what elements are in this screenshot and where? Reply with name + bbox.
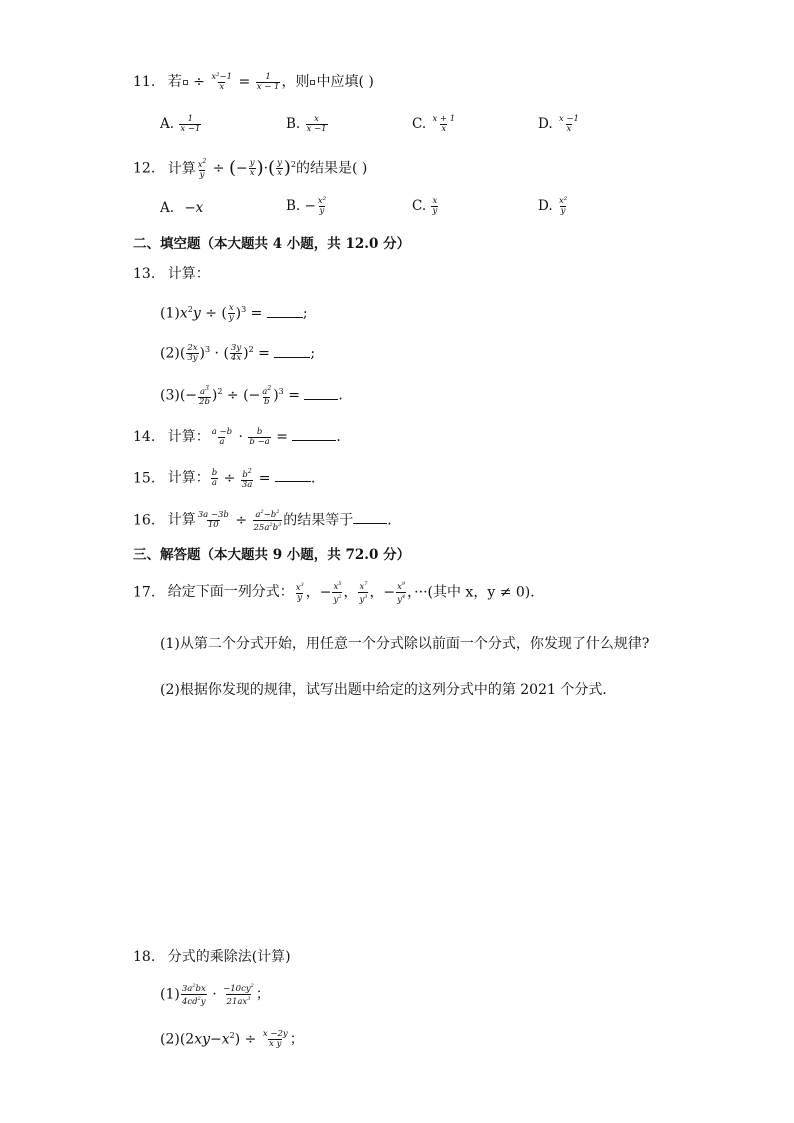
q11-prefix: 若 <box>167 74 182 90</box>
q12-suffix: 的结果是( ) <box>296 160 368 177</box>
q11-option-b: B. $\frac{x}{x -1}$ <box>286 114 327 134</box>
q18-title: 18. 分式的乘除法(计算) <box>133 949 291 965</box>
section-2-heading: 二、填空题（本大题共 4 小题，共 12.0 分） <box>133 236 411 252</box>
q13-2-answer-blank[interactable] <box>274 343 310 358</box>
q15-answer-blank[interactable] <box>275 467 311 482</box>
q12-option-d: D. $\frac{\text{x²}}{y}$ <box>538 196 568 216</box>
q14-answer-blank[interactable] <box>292 426 336 441</box>
blank-square-icon <box>310 80 315 85</box>
q18-part-1: (1) $\frac{3a^2bx}{4cd^2y}$ · $\frac{-10cy^2}{21ax^3}$ ； <box>160 983 270 1007</box>
section-3-heading: 三、解答题（本大题共 9 小题，共 72.0 分） <box>133 547 411 563</box>
q12-prefix: 计算 <box>167 160 196 177</box>
q11-fraction-2: $\frac{1}{x - 1}$ <box>256 71 280 92</box>
q16-stem: 16. 计算 $\frac{3a -3b}{10}$ ÷ $\frac{a^2-b^2}{25a^2b^3}$ 的结果等于 ． <box>133 509 402 533</box>
q14-stem: 14. 计算： $\frac{a -b}{a}$ · $\frac{b}{b -a}$ = ． <box>133 426 351 447</box>
q11-option-d: D. $\frac{x -1}{x}$ <box>538 114 579 134</box>
q13-part-3: (3)(− $\frac{a^3}{2b}$ )$^2$ ÷ (− $\frac{a^2}{b}$ )$^3$ = ． <box>160 385 353 408</box>
q15-stem: 15. 计算： $\frac{b}{a}$ ÷ $\frac{b^2}{3a}$ = ． <box>133 467 325 490</box>
q13-part-1: $(1)x^2y$ ÷ ( $\frac{x}{y}$ )$^3$ = ; <box>160 303 308 324</box>
q13-3-answer-blank[interactable] <box>304 385 338 400</box>
blank-square-icon <box>183 80 188 85</box>
q13-title: 13. 计算： <box>133 266 210 282</box>
q17-stem: 17. 给定下面一列分式： $\frac{x^3}{y}$ ，− $\frac{x^5}{y^2}$ ， $\frac{x^7}{y^3}$ ，− $\frac{x^9}{y^4}$ ，···(其中 x，y ≠ 0)． <box>133 581 545 605</box>
q12-option-c: C. $\frac{x}{y}$ <box>412 196 438 216</box>
q12-option-a: A. −x <box>160 200 204 216</box>
q17-part-2: (2)根据你发现的规律，试写出题中给定的这列分式中的第 2021 个分式． <box>160 682 617 698</box>
q12-stem: 12. 计算 $\frac{x^2}{y}$ ÷ (− $\frac{y}{x}$ )·( $\frac{y}{x}$ )$^2$的结果是( ) <box>133 157 368 181</box>
q11-option-c: C. $\frac{x + 1}{x}$ <box>412 114 456 134</box>
q12-option-b: B. − $\frac{\text{x²}}{y}$ <box>286 196 327 216</box>
q11-option-a: A. $\frac{1}{x -1}$ <box>160 114 201 134</box>
q11-suffix-2: 中应填( ) <box>316 74 374 90</box>
q13-part-2: (2)( $\frac{2x}{3y}$ )$^3$ · ( $\frac{3y}{4x}$ )$^2$ = ; <box>160 343 316 364</box>
q13-1-answer-blank[interactable] <box>267 303 303 318</box>
q18-part-2: $(2)(2xy-x^2)$ ÷ $\frac{x -2y}{\text{x y}}$ ； <box>160 1029 304 1050</box>
q16-answer-blank[interactable] <box>353 509 387 524</box>
q11-fraction-1: $\frac{\text{x²−1}}{x}$ <box>211 71 233 92</box>
q11-stem: 11. 若 ÷ $\frac{\text{x²−1}}{x}$ = $\frac{1}{x - 1}$ ，则 中应填( ) <box>133 71 374 92</box>
q11-number: 11. <box>133 74 156 90</box>
q11-suffix: ，则 <box>281 74 310 90</box>
q17-part-1: (1)从第二个分式开始，用任意一个分式除以前面一个分式，你发现了什么规律? <box>160 636 650 652</box>
q12-number: 12. <box>133 160 156 177</box>
